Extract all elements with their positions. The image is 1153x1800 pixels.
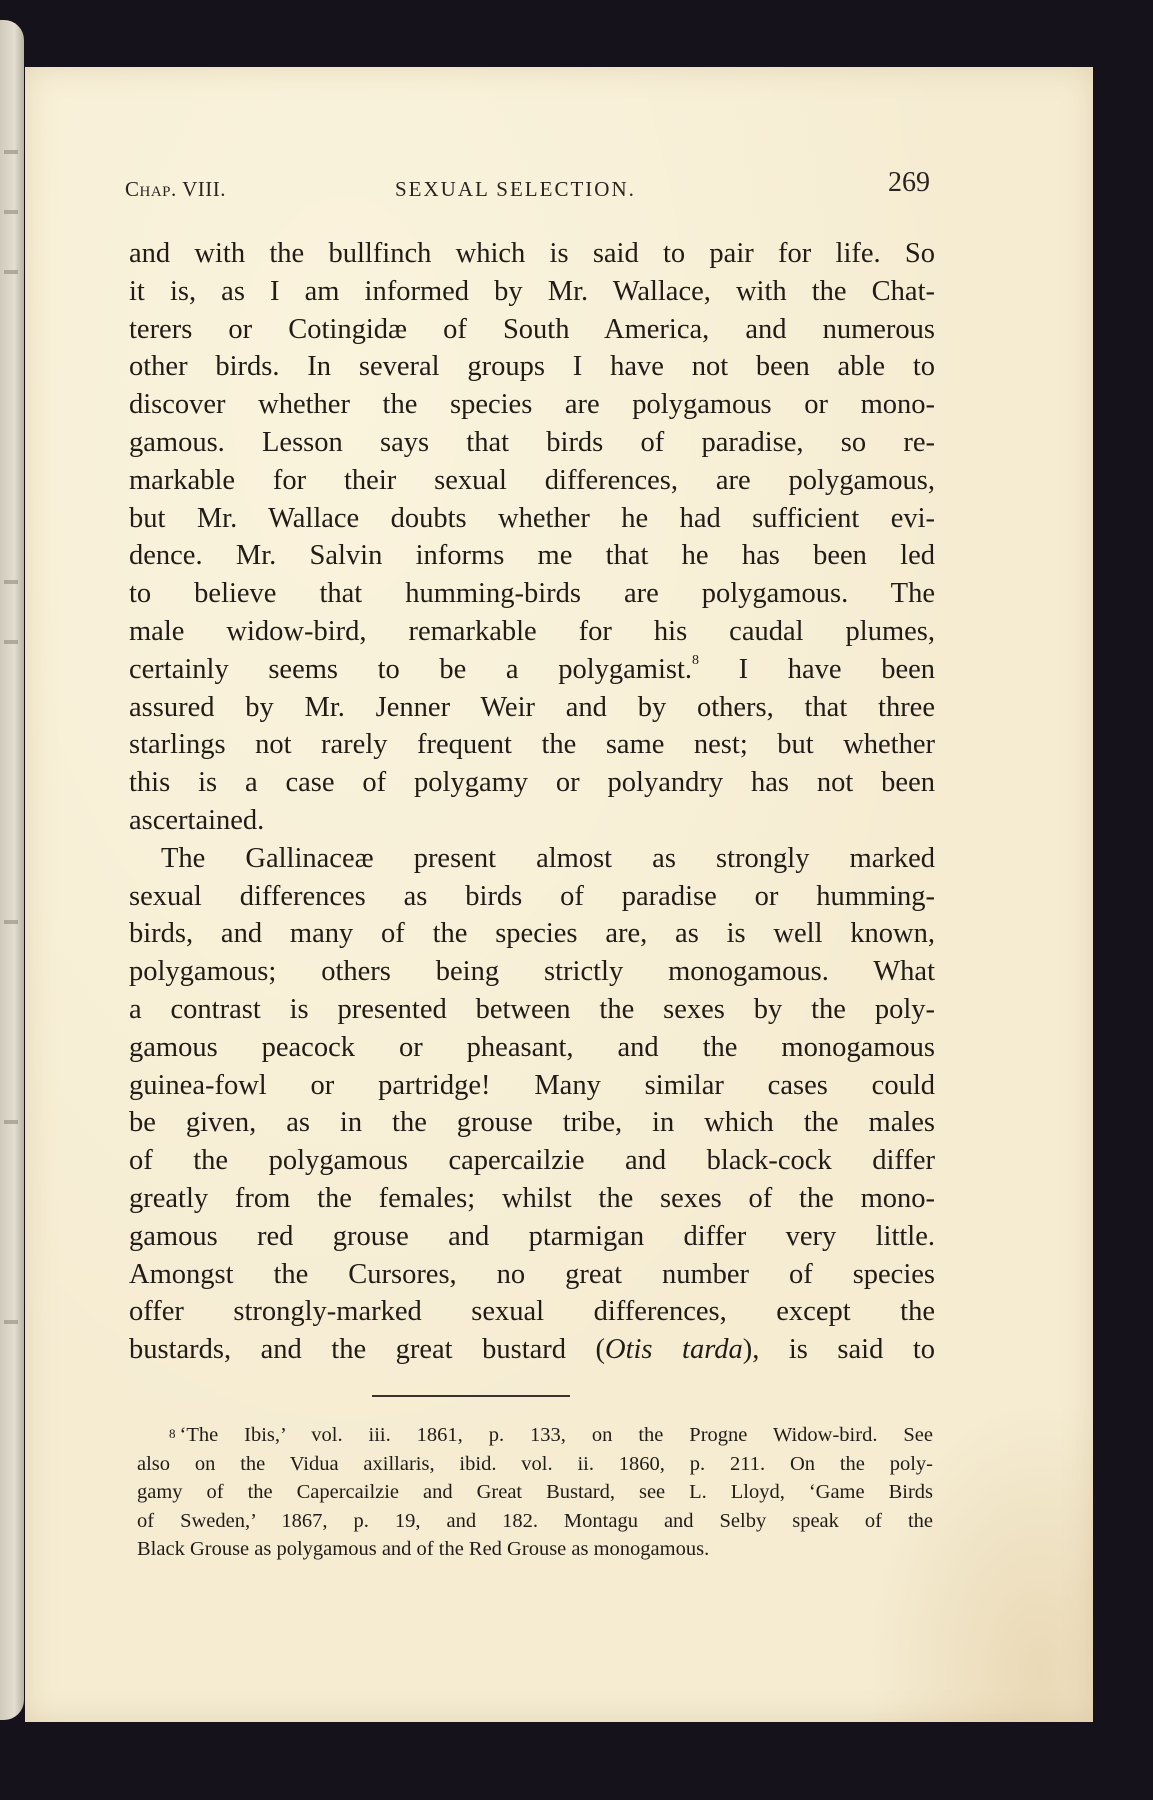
text-line: guinea-fowl or partridge! Many similar cases could <box>129 1069 935 1101</box>
text-line: a contrast is presented between the sexes by the poly- <box>129 993 935 1025</box>
text-line: assured by Mr. Jenner Weir and by others, that three <box>129 691 935 723</box>
text-line: dence. Mr. Salvin informs me that he has been led <box>129 540 935 572</box>
text-line: gamous red grouse and ptarmigan differ very little. <box>129 1220 935 1252</box>
text-line: sexual differences as birds of paradise or humming- <box>129 880 935 912</box>
text-line: it is, as I am informed by Mr. Wallace, with the Chat- <box>129 275 935 307</box>
text-line-with-italic <box>129 1331 935 1369</box>
text-segment: ‘The Ibis,’ vol. iii. 1861, p. 133, on the Progne Widow-bird. See <box>179 1424 933 1446</box>
text-line: male widow-bird, remarkable for his caudal plumes, <box>129 615 935 647</box>
footnote-line: also on the Vidua axillaris, ibid. vol. ii. 1860, p. 211. On the poly- <box>137 1452 933 1475</box>
bleed-through-mark <box>4 1120 18 1124</box>
text-line: markable for their sexual differences, are polygamous, <box>129 464 935 496</box>
text-line: starlings not rarely frequent the same nest; but whether <box>129 729 935 761</box>
text-line: birds, and many of the species are, as is well known, <box>129 918 935 950</box>
text-line: this is a case of polygamy or polyandry has not been <box>129 767 935 799</box>
chapter-label: Chap. VIII. <box>125 177 227 201</box>
text-line: Amongst the Cursores, no great number of species <box>129 1258 935 1290</box>
text-line-with-footnote-ref <box>129 651 935 689</box>
footnote-line <box>137 1420 933 1450</box>
bleed-through-mark <box>4 210 18 214</box>
page-number: 269 <box>888 167 930 198</box>
text-line: of the polygamous capercailzie and black-cock differ <box>129 1145 935 1177</box>
text-line: but Mr. Wallace doubts whether he had sufficient evi- <box>129 502 935 534</box>
text-line: polygamous; others being strictly monogamous. What <box>129 956 935 988</box>
italic-species-name: Otis tarda <box>605 1334 743 1366</box>
text-line: terers or Cotingidæ of South America, and numerous <box>129 313 935 345</box>
running-title: SEXUAL SELECTION. <box>395 177 636 201</box>
footnote-line: of Sweden,’ 1867, p. 19, and 182. Montagu and Selby speak of the <box>137 1509 933 1532</box>
running-head <box>125 167 930 207</box>
footnotes <box>137 1420 933 1564</box>
text-line: gamous peacock or pheasant, and the monogamous <box>129 1031 935 1063</box>
text-segment: bustards, and the great bustard ( <box>129 1334 606 1366</box>
footnote-divider <box>372 1395 570 1397</box>
previous-page-edge <box>0 20 24 1720</box>
footnote-reference[interactable]: 8 <box>692 652 700 668</box>
text-line: other birds. In several groups I have not been able to <box>129 351 935 383</box>
bleed-through-mark <box>4 150 18 154</box>
text-segment: I have been <box>699 653 935 685</box>
bleed-through-mark <box>4 580 18 584</box>
text-segment: ), is said to <box>742 1334 935 1366</box>
bleed-through-mark <box>4 920 18 924</box>
text-line: ascertained. <box>129 804 265 836</box>
footnote-line: Black Grouse as polygamous and of the Red Grouse as monogamous. <box>137 1538 710 1560</box>
footnote-line: gamy of the Capercailzie and Great Bustard, see L. Lloyd, ‘Game Birds <box>137 1481 933 1503</box>
text-line: be given, as in the grouse tribe, in which the males <box>129 1107 935 1139</box>
bleed-through-mark <box>4 640 18 644</box>
text-line: offer strongly-marked sexual differences, except the <box>129 1296 935 1328</box>
bleed-through-mark <box>4 1320 18 1324</box>
text-line: to believe that humming-birds are polygamous. The <box>129 578 935 610</box>
text-line: discover whether the species are polygamous or mono- <box>129 389 935 421</box>
book-page <box>25 67 1093 1722</box>
bleed-through-mark <box>4 270 18 274</box>
text-line: gamous. Lesson says that birds of paradise, so re- <box>129 426 935 458</box>
text-line: and with the bullfinch which is said to pair for life. So <box>129 238 935 269</box>
body-text <box>129 235 935 1369</box>
text-line: greatly from the females; whilst the sexes of the mono- <box>129 1182 935 1214</box>
footnote-mark: 8 <box>169 1426 176 1441</box>
paragraph-start-line: The Gallinaceæ present almost as strongly marked <box>161 842 935 874</box>
text-segment: certainly seems to be a polygamist. <box>129 653 693 685</box>
